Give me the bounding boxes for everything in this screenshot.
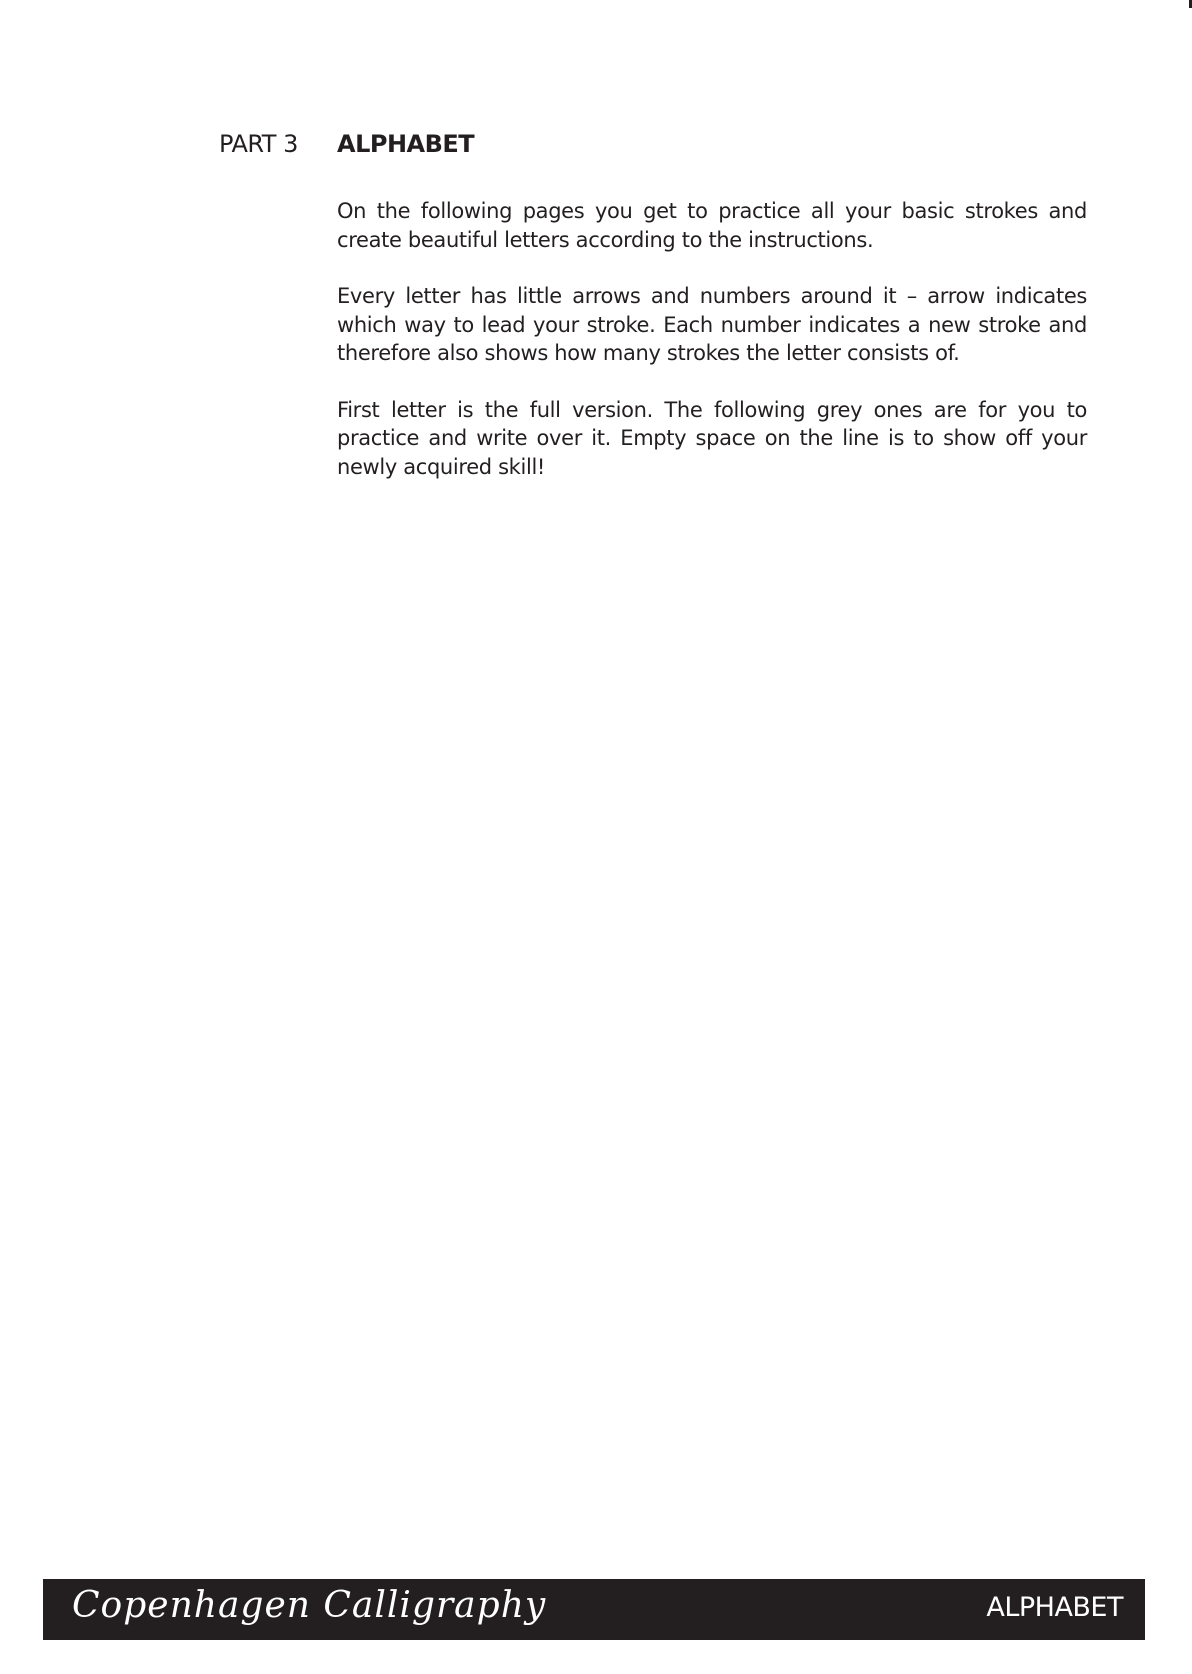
page-title: ALPHABET [337,130,475,158]
paragraph-arrows: Every letter has little arrows and numbers around it – arrow indicates which way to lead your stroke. Each number indicates a new stroke and therefore also shows how many strokes the letter consists of. [337,284,1087,365]
part-label: PART 3 [219,130,298,158]
footer-bar [43,1579,1145,1640]
footer-brand-logo: Copenhagen Calligraphy [72,1585,547,1626]
footer-section-label: ALPHABET [986,1592,1123,1623]
paragraph-practice: First letter is the full version. The following grey ones are for you to practice and write over it. Empty space on the line is to show off your newly acquired skill! [337,397,1087,479]
paragraph-intro: On the following pages you get to practice all your basic strokes and create beautiful letters according to the instructions. [337,199,1087,252]
body-text [337,197,1087,509]
